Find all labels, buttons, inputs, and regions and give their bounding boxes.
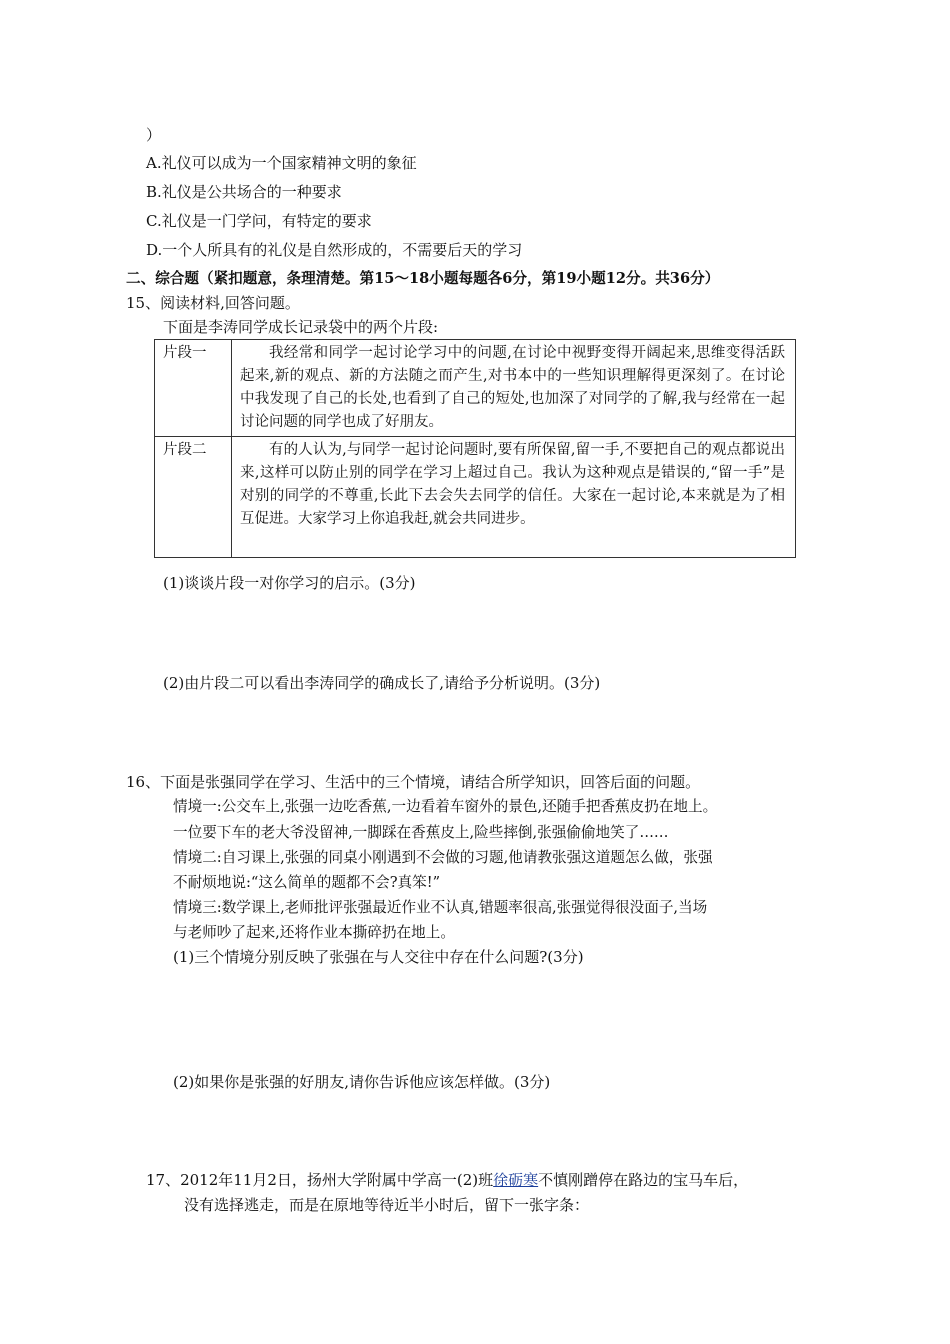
q15-title: 15、阅读材料,回答问题。 bbox=[126, 294, 300, 312]
q16-scenario-line: 情境三:数学课上,老师批评张强最近作业不认真,错题率很高,张强觉得很没面子,当场 bbox=[173, 899, 708, 916]
q17-intro-line bbox=[146, 1173, 748, 1188]
fragment-text: 我经常和同学一起讨论学习中的问题,在讨论中视野变得开阔起来,思维变得活跃起来,新的观点、新的方法随之而产生,对书本中的一些知识理解得更深刻了。在讨论中我发现了自己的长处,也看到了自己的短处,也加深了对同学的了解,我与经常在一起讨论问题的同学也成了好朋友。 bbox=[232, 340, 796, 437]
fragment-label: 片段二 bbox=[155, 437, 232, 558]
q14-option-c: C.礼仪是一门学问，有特定的要求 bbox=[146, 212, 372, 230]
fragment-text: 有的人认为,与同学一起讨论问题时,要有所保留,留一手,不要把自己的观点都说出来,这样可以防止别的同学在学习上超过自己。我认为这种观点是错误的,“留一手”是对别的同学的不尊重,长此下去会失去同学的信任。大家在一起讨论,本来就是为了相互促进。大家学习上你追我赶,就会共同进步。 bbox=[232, 437, 796, 558]
fragment-row bbox=[155, 340, 796, 437]
q16-subquestion-2: (2)如果你是张强的好朋友,请你告诉他应该怎样做。(3分) bbox=[173, 1073, 551, 1091]
q16-title: 16、下面是张强同学在学习、生活中的三个情境，请结合所学知识，回答后面的问题。 bbox=[126, 773, 701, 791]
q17-line-2: 没有选择逃走，而是在原地等待近半小时后，留下一张字条： bbox=[184, 1196, 590, 1214]
q14-closing-paren: ） bbox=[146, 126, 162, 144]
q16-scenario-line: 一位要下车的老大爷没留神,一脚踩在香蕉皮上,险些摔倒,张强偷偷地笑了…… bbox=[173, 824, 669, 841]
student-name-link[interactable]: 徐砺寒 bbox=[493, 1171, 539, 1189]
q15-intro: 下面是李涛同学成长记录袋中的两个片段: bbox=[163, 318, 439, 336]
q15-subquestion-2: (2)由片段二可以看出李涛同学的确成长了,请给予分析说明。(3分) bbox=[163, 674, 601, 692]
q14-option-b: B.礼仪是公共场合的一种要求 bbox=[146, 183, 342, 201]
q16-scenario-line: 情境二:自习课上,张强的同桌小刚遇到不会做的习题,他请教张强这道题怎么做，张强 bbox=[173, 849, 713, 866]
q15-subquestion-1: (1)谈谈片段一对你学习的启示。(3分) bbox=[163, 574, 416, 592]
q16-scenario-line: 不耐烦地说:“这么简单的题都不会?真笨!” bbox=[173, 874, 441, 891]
fragment-row bbox=[155, 437, 796, 558]
fragment-label: 片段一 bbox=[155, 340, 232, 437]
q17-text: 17、2012年11月2日，扬州大学附属中学高一(2)班 bbox=[146, 1171, 494, 1189]
section2-heading: 二、综合题（紧扣题意，条理清楚。第15～18小题每题各6分，第19小题12分。共36分） bbox=[126, 270, 720, 287]
q16-scenario-line: 情境一:公交车上,张强一边吃香蕉,一边看着车窗外的景色,还随手把香蕉皮扔在地上。 bbox=[173, 798, 718, 815]
q15-fragment-table bbox=[154, 339, 796, 558]
q17-text: 不慎刚蹭停在路边的宝马车后， bbox=[538, 1171, 749, 1189]
q14-option-a: A.礼仪可以成为一个国家精神文明的象征 bbox=[146, 154, 417, 172]
q14-option-d: D.一个人所具有的礼仪是自然形成的，不需要后天的学习 bbox=[146, 241, 523, 259]
q16-subquestion-1: (1)三个情境分别反映了张强在与人交往中存在什么问题?(3分) bbox=[173, 948, 584, 966]
q16-scenario-line: 与老师吵了起来,还将作业本撕碎扔在地上。 bbox=[173, 924, 455, 941]
